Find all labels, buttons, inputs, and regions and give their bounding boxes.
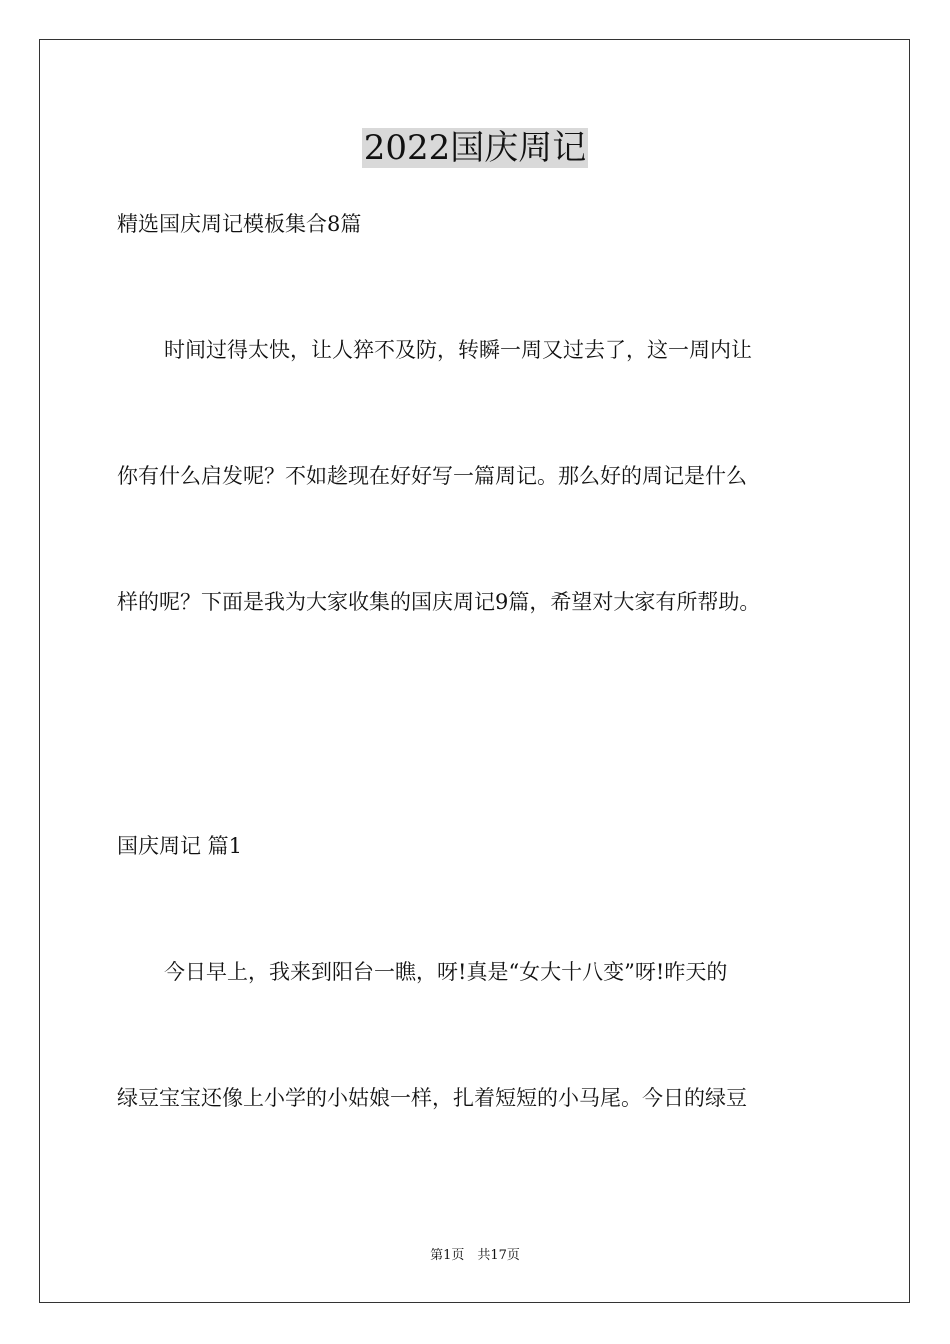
intro-line-1: 时间过得太快，让人猝不及防，转瞬一周又过去了，这一周内让: [164, 338, 752, 362]
page-number-footer: 第1页 共17页: [430, 1248, 520, 1263]
document-subtitle: 精选国庆周记模板集合8篇: [117, 212, 362, 236]
intro-line-2: 你有什么启发呢？不如趁现在好好写一篇周记。那么好的周记是什么: [117, 464, 747, 488]
body-line-2: 绿豆宝宝还像上小学的小姑娘一样，扎着短短的小马尾。今日的绿豆: [117, 1086, 747, 1110]
document-title: [0, 126, 950, 170]
intro-line-3: 样的呢？下面是我为大家收集的国庆周记9篇，希望对大家有所帮助。: [117, 590, 761, 614]
document-title-text: 2022国庆周记: [363, 128, 587, 168]
section-heading: 国庆周记 篇1: [117, 834, 243, 858]
body-line-1: 今日早上，我来到阳台一瞧，呀!真是“女大十八变”呀!昨天的: [164, 960, 728, 984]
